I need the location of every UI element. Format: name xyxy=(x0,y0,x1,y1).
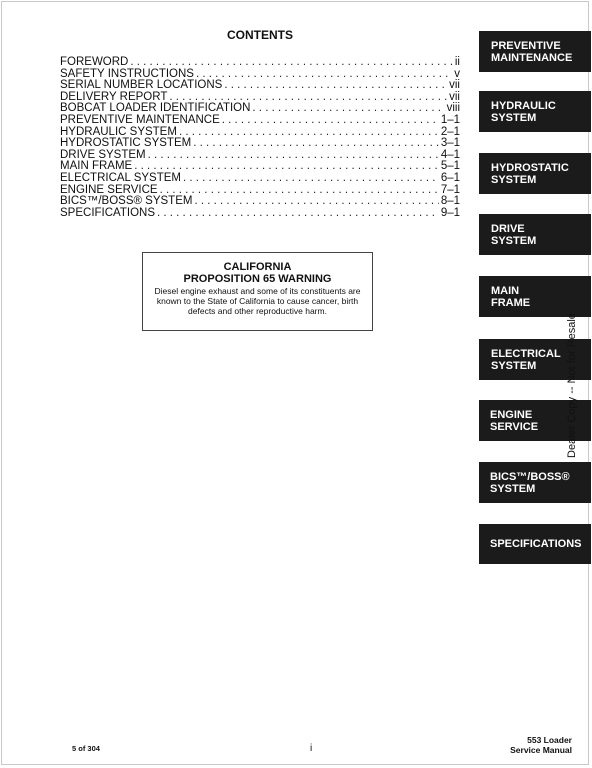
toc-label: HYDROSTATIC SYSTEM xyxy=(60,137,192,150)
toc-label: SPECIFICATIONS xyxy=(60,206,155,219)
toc-leader xyxy=(252,103,444,115)
tab-specifications[interactable]: SPECIFICATIONS xyxy=(479,524,591,564)
toc-page: 1–1 xyxy=(440,113,460,126)
toc-label: DRIVE SYSTEM xyxy=(60,148,146,161)
toc-page: vii xyxy=(449,90,460,103)
toc-entry-foreword[interactable] xyxy=(60,57,460,69)
toc-label: HYDRAULIC SYSTEM xyxy=(60,125,177,138)
toc-label: MAIN FRAME xyxy=(60,160,133,173)
toc-page: 4–1 xyxy=(440,148,460,161)
toc-page: 9–1 xyxy=(440,206,460,219)
toc-leader xyxy=(193,138,439,150)
tab-drive-system[interactable]: DRIVE SYSTEM xyxy=(479,214,591,255)
toc-page: v xyxy=(454,67,460,80)
page-count: 5 of 304 xyxy=(72,744,100,753)
toc-leader xyxy=(222,115,439,127)
prop65-warning-box xyxy=(142,252,373,331)
toc-entry-hydrostatic[interactable] xyxy=(60,138,460,150)
warning-body: Diesel engine exhaust and some of its constituents are known to the State of California to cause cancer, birth defects and other reproductive harm. xyxy=(154,286,361,316)
tab-hydrostatic-system[interactable]: HYDROSTATIC SYSTEM xyxy=(479,153,591,194)
manual-name: Service Manual xyxy=(510,745,572,755)
tab-engine-service[interactable]: ENGINE SERVICE xyxy=(479,400,591,441)
table-of-contents xyxy=(60,57,460,219)
page-number: i xyxy=(310,743,313,754)
manual-title xyxy=(490,735,572,755)
toc-label: SAFETY INSTRUCTIONS xyxy=(60,67,194,80)
tab-hydraulic-system[interactable]: HYDRAULIC SYSTEM xyxy=(479,91,591,132)
toc-leader xyxy=(194,196,438,208)
toc-leader xyxy=(130,57,453,69)
toc-leader xyxy=(224,80,447,92)
toc-page: 2–1 xyxy=(440,125,460,138)
toc-label: FOREWORD xyxy=(60,56,129,68)
toc-page: 6–1 xyxy=(440,171,460,184)
toc-entry-electrical[interactable] xyxy=(60,173,460,185)
toc-leader xyxy=(179,127,439,139)
toc-page: 5–1 xyxy=(440,160,460,173)
toc-leader xyxy=(196,69,452,81)
toc-leader xyxy=(148,150,439,162)
toc-label: PREVENTIVE MAINTENANCE xyxy=(60,113,220,126)
toc-entry-preventive[interactable] xyxy=(60,115,460,127)
toc-label: SERIAL NUMBER LOCATIONS xyxy=(60,79,223,92)
toc-page: ii xyxy=(454,56,460,68)
tab-bics-boss-system[interactable]: BICS™/BOSS® SYSTEM xyxy=(479,462,591,503)
toc-label: DELIVERY REPORT xyxy=(60,90,168,103)
toc-page: 7–1 xyxy=(440,183,460,196)
warning-title-line1: CALIFORNIA xyxy=(223,261,292,273)
toc-page: vii xyxy=(449,79,460,92)
page-title: CONTENTS xyxy=(227,28,293,42)
toc-label: ENGINE SERVICE xyxy=(60,183,158,196)
tab-main-frame[interactable]: MAIN FRAME xyxy=(479,276,591,317)
dealer-copy-watermark: Dealer Copy -- Not for Resale xyxy=(566,313,578,458)
warning-title-line2: PROPOSITION 65 WARNING xyxy=(183,273,332,285)
toc-label: ELECTRICAL SYSTEM xyxy=(60,171,181,184)
tab-electrical-system[interactable]: ELECTRICAL SYSTEM xyxy=(479,339,591,380)
toc-label: BOBCAT LOADER IDENTIFICATION xyxy=(60,102,251,115)
toc-label: BICS™/BOSS® SYSTEM xyxy=(60,195,193,208)
toc-page: viii xyxy=(446,102,460,115)
toc-leader xyxy=(183,173,439,185)
tab-preventive-maintenance[interactable]: PREVENTIVE MAINTENANCE xyxy=(479,31,591,72)
toc-leader xyxy=(160,185,439,197)
model-name: 553 Loader xyxy=(527,735,572,745)
toc-entry-bics[interactable] xyxy=(60,196,460,208)
toc-page: 8–1 xyxy=(440,195,460,208)
toc-page: 3–1 xyxy=(440,137,460,150)
toc-leader xyxy=(157,208,439,220)
toc-entry-specifications[interactable] xyxy=(60,208,460,220)
